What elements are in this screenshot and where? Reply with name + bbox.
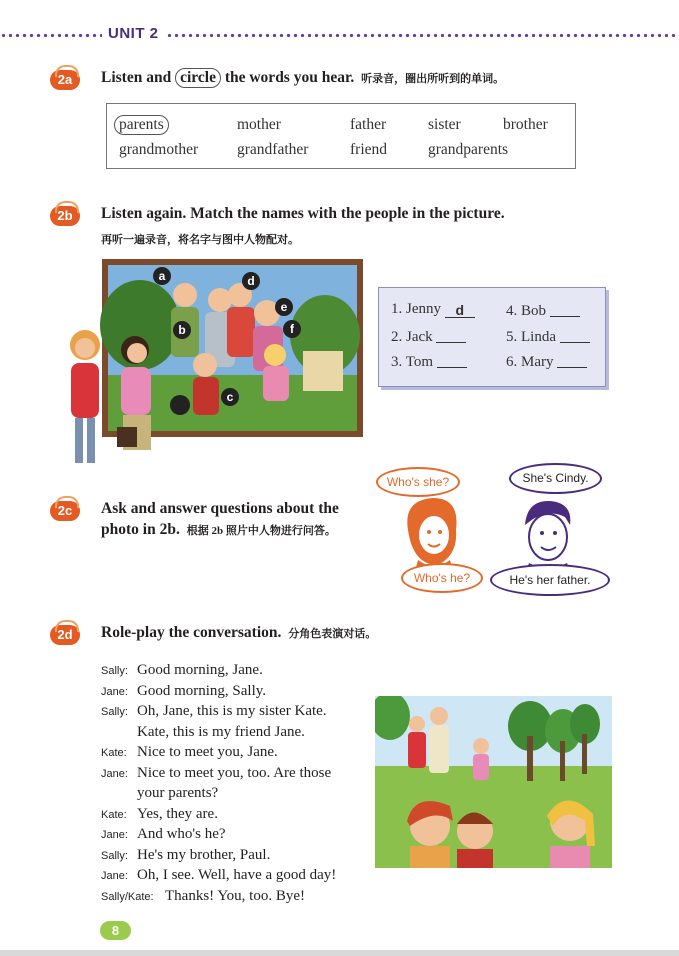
section-2b-title: Listen again. Match the names with the people in the picture.: [101, 205, 505, 222]
dialogue-line: He's my brother, Paul.: [137, 847, 271, 863]
section-badge-2b: 2b: [50, 206, 80, 226]
word-grandfather[interactable]: grandfather: [237, 141, 309, 158]
page-bottom-edge: [0, 950, 679, 956]
picture-marker-b: b: [173, 321, 191, 339]
section-2b-title-chinese: 再听一遍录音，将名字与图中人物配对。: [101, 234, 299, 246]
word-brother[interactable]: brother: [503, 116, 548, 133]
answer-blank[interactable]: [437, 352, 467, 368]
title-part: Listen and: [101, 69, 172, 86]
answer-row-3: [391, 352, 467, 371]
park-scene-illustration: [375, 696, 612, 868]
dialogue-line: Kate, this is my friend Jane.: [137, 724, 305, 740]
section-2c-title-line2: [101, 521, 336, 539]
dialogue-line: Nice to meet you, too. Are those: [137, 765, 332, 781]
section-badge-2c: 2c: [50, 501, 80, 521]
title-part: photo in 2b.: [101, 521, 180, 538]
word-grandparents[interactable]: grandparents: [428, 141, 509, 158]
word-box-2a: [106, 103, 576, 169]
answer-label: 3. Tom: [391, 354, 434, 370]
dialogue-line: Good morning, Jane.: [137, 662, 263, 678]
speech-bubble-whos-she: Who's she?: [376, 467, 460, 497]
unit-title: UNIT 2: [108, 25, 159, 42]
answer-row-2: [391, 327, 466, 346]
answer-blank[interactable]: [436, 327, 466, 343]
section-badge-2d: 2d: [50, 625, 80, 645]
dialogue-speaker: Sally/Kate:: [101, 891, 154, 903]
answer-label: 4. Bob: [506, 303, 547, 319]
dialogue-line: Nice to meet you, Jane.: [137, 744, 278, 760]
family-photo-illustration: [55, 255, 367, 470]
speech-bubble-hes-her-father: He's her father.: [490, 564, 610, 596]
answer-blank[interactable]: [560, 327, 590, 343]
answer-row-6: [506, 352, 587, 371]
dialogue-line: And who's he?: [137, 826, 226, 842]
page-number: 8: [100, 921, 131, 940]
dialogue-line: Oh, Jane, this is my sister Kate.: [137, 703, 327, 719]
word-grandmother[interactable]: grandmother: [119, 141, 199, 158]
dialogue-line: Thanks! You, too. Bye!: [165, 888, 306, 904]
match-answer-box: [378, 287, 606, 387]
section-2c-title-line1: Ask and answer questions about the: [101, 500, 339, 517]
answer-blank[interactable]: d: [445, 302, 475, 318]
answer-blank[interactable]: [557, 352, 587, 368]
title-chinese: 根据 2b 照片中人物进行问答。: [186, 525, 336, 537]
word-parents[interactable]: parents: [114, 115, 169, 135]
word-father[interactable]: father: [350, 116, 387, 133]
picture-marker-c: c: [221, 388, 239, 406]
dialogue-speaker: Jane:: [101, 829, 128, 841]
word-friend[interactable]: friend: [350, 141, 388, 158]
dialogue-speaker: Sally:: [101, 665, 128, 677]
dialogue-line: your parents?: [137, 785, 219, 801]
dialogue-speaker: Kate:: [101, 809, 127, 821]
dialogue-speaker: Sally:: [101, 850, 128, 862]
title-part: the words you hear.: [224, 69, 355, 86]
answer-blank[interactable]: [550, 301, 580, 317]
answer-row-1: [391, 301, 475, 318]
dialogue-speaker: Jane:: [101, 768, 128, 780]
answer-label: 1. Jenny: [391, 301, 441, 317]
section-2a-title: [101, 68, 504, 88]
speech-bubble-shes-cindy: She's Cindy.: [509, 463, 602, 494]
title-circled-word: circle: [175, 68, 221, 88]
word-sister[interactable]: sister: [428, 116, 461, 133]
header-dots-right: [166, 33, 679, 38]
picture-marker-a: a: [153, 267, 171, 285]
dialogue-line: Good morning, Sally.: [137, 683, 267, 699]
title-chinese: 听录音，圈出所听到的单词。: [361, 73, 505, 85]
picture-marker-e: e: [275, 298, 293, 316]
word-mother[interactable]: mother: [237, 116, 281, 133]
section-2d-title: [101, 624, 376, 642]
dialogue-speaker: Sally:: [101, 706, 128, 718]
boy-face-illustration: [515, 495, 580, 575]
speech-bubble-whos-he: Who's he?: [401, 563, 483, 593]
dialogue-speaker: Kate:: [101, 747, 127, 759]
dialogue-line: Yes, they are.: [137, 806, 218, 822]
dialogue-speaker: Jane:: [101, 870, 128, 882]
answer-label: 5. Linda: [506, 329, 556, 345]
answer-label: 6. Mary: [506, 354, 554, 370]
section-badge-2a: 2a: [50, 70, 80, 90]
answer-row-4: [506, 301, 580, 320]
title-part: Role-play the conversation.: [101, 624, 282, 641]
dialogue-speaker: Jane:: [101, 686, 128, 698]
girl-face-illustration: [398, 490, 468, 575]
answer-row-5: [506, 327, 590, 346]
title-chinese: 分角色表演对话。: [288, 628, 377, 640]
picture-marker-f: f: [283, 320, 301, 338]
picture-marker-d: d: [242, 272, 260, 290]
header-dots-left: [0, 33, 102, 38]
dialogue-line: Oh, I see. Well, have a good day!: [137, 867, 337, 883]
answer-label: 2. Jack: [391, 329, 433, 345]
